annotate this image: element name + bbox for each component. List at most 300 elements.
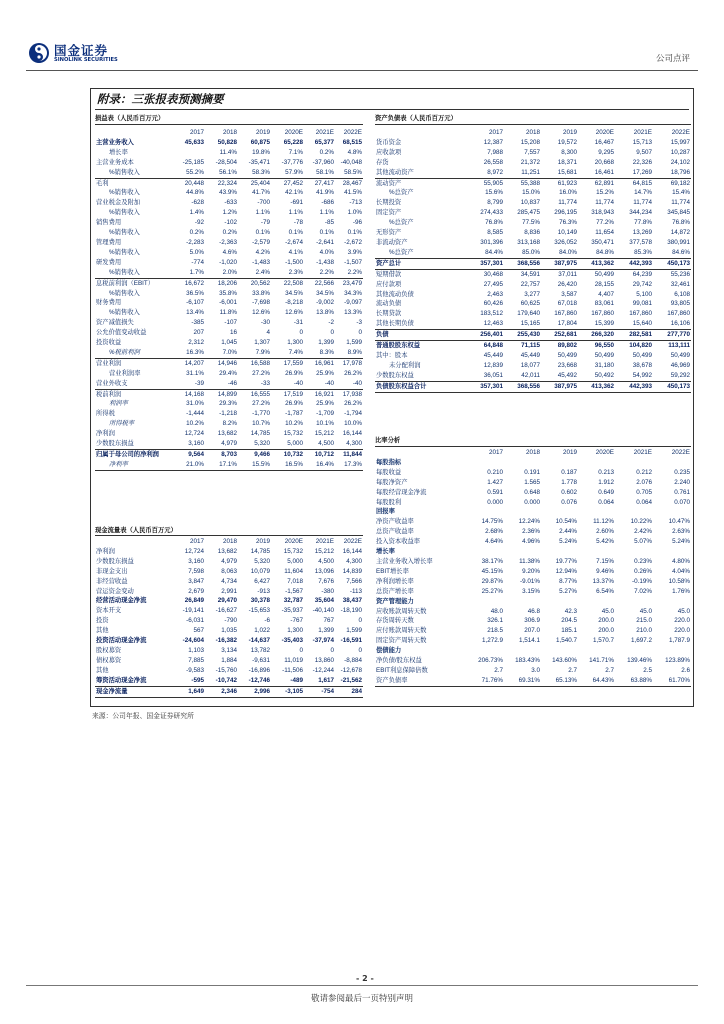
value-cell: 0.26% bbox=[634, 567, 652, 575]
value-cell: 1,514.1 bbox=[518, 637, 540, 645]
row-label: 固定资产周转天数 bbox=[376, 637, 427, 645]
value-cell: 7,988 bbox=[487, 148, 503, 156]
value-cell: 5.24% bbox=[559, 538, 577, 546]
value-cell: 206.73% bbox=[478, 657, 503, 665]
value-cell: 7,557 bbox=[524, 148, 540, 156]
value-cell: 15.2% bbox=[596, 189, 614, 197]
value-cell: 37,011 bbox=[558, 270, 577, 278]
value-cell: -2,674 bbox=[285, 238, 303, 246]
source-note: 来源：公司年报、国金证券研究所 bbox=[92, 712, 194, 720]
value-cell: 50,492 bbox=[594, 371, 614, 379]
value-cell: 4.96% bbox=[522, 538, 540, 546]
value-cell: 42,011 bbox=[521, 371, 540, 379]
table-row bbox=[95, 577, 363, 587]
table-row bbox=[375, 299, 691, 309]
value-cell: 64,239 bbox=[632, 270, 652, 278]
value-cell bbox=[578, 646, 615, 656]
value-cell: 11,019 bbox=[284, 656, 303, 664]
value-cell: 2,346 bbox=[205, 686, 238, 697]
value-cell: 16,588 bbox=[238, 358, 271, 368]
value-cell: -16,627 bbox=[215, 607, 237, 615]
value-cell: -40,140 bbox=[312, 607, 334, 615]
value-cell: 25.27% bbox=[481, 587, 503, 595]
value-cell: 69,182 bbox=[653, 178, 691, 188]
value-cell: 60,426 bbox=[483, 300, 503, 308]
value-cell: 11.38% bbox=[519, 557, 540, 565]
page-header bbox=[0, 0, 724, 74]
value-cell: 2,679 bbox=[188, 587, 204, 595]
value-cell: 9.20% bbox=[522, 567, 540, 575]
value-cell: 11.8% bbox=[219, 309, 237, 317]
value-cell: 65,377 bbox=[314, 138, 334, 146]
row-label: 其他 bbox=[96, 627, 109, 635]
income-title-line bbox=[95, 124, 363, 125]
value-cell: 83,061 bbox=[594, 300, 614, 308]
value-cell: 357,301 bbox=[467, 381, 504, 392]
row-label: 存货 bbox=[376, 158, 389, 166]
value-cell: 13,782 bbox=[250, 646, 270, 654]
value-cell: 33.8% bbox=[252, 289, 270, 297]
year-header-row bbox=[95, 537, 363, 547]
value-cell: 1.427 bbox=[487, 478, 503, 486]
year-header-cell: 2019 bbox=[255, 538, 270, 545]
value-cell: 7.9% bbox=[255, 348, 270, 356]
value-cell bbox=[578, 507, 615, 517]
value-cell: 45,492 bbox=[557, 371, 577, 379]
balance-title-line bbox=[375, 124, 691, 125]
value-cell: 13,096 bbox=[314, 567, 334, 575]
value-cell: 19.77% bbox=[555, 557, 577, 565]
value-cell: 8,836 bbox=[524, 229, 540, 237]
value-cell: 10.2% bbox=[186, 420, 204, 428]
value-cell: -85 bbox=[324, 219, 334, 227]
value-cell: 0.705 bbox=[636, 488, 652, 496]
value-cell: 15,732 bbox=[283, 547, 303, 555]
value-cell bbox=[504, 458, 541, 468]
value-cell: -33 bbox=[260, 379, 270, 387]
value-cell: 4.2% bbox=[255, 248, 270, 256]
value-cell: 10,287 bbox=[670, 148, 690, 156]
value-cell: 45.0 bbox=[639, 607, 652, 615]
value-cell: 1,035 bbox=[221, 627, 237, 635]
value-cell: 10.7% bbox=[252, 420, 270, 428]
value-cell: 64,848 bbox=[483, 342, 503, 350]
logo-english-name: SINOLINK SECURITIES bbox=[54, 57, 118, 63]
row-label: 投资活动现金净流 bbox=[96, 637, 147, 645]
value-cell: -16,591 bbox=[340, 637, 362, 645]
value-cell: 41.9% bbox=[316, 189, 334, 197]
value-cell: 11.4% bbox=[219, 148, 237, 156]
value-cell: -107 bbox=[224, 319, 237, 327]
table-row bbox=[375, 280, 691, 290]
value-cell: 77.2% bbox=[596, 219, 614, 227]
value-cell: 0.1% bbox=[288, 229, 303, 237]
value-cell: 1.912 bbox=[598, 478, 614, 486]
value-cell: 1,787.9 bbox=[668, 637, 690, 645]
value-cell: 58.5% bbox=[344, 168, 362, 176]
value-cell: -700 bbox=[257, 199, 270, 207]
value-cell: 0.649 bbox=[598, 488, 614, 496]
value-cell: -1,794 bbox=[344, 410, 362, 418]
value-cell: 63.88% bbox=[615, 676, 653, 686]
value-cell: -28,504 bbox=[215, 158, 237, 166]
table-row bbox=[375, 330, 691, 341]
value-cell: 25.9% bbox=[316, 400, 334, 408]
value-cell: 1.1% bbox=[255, 209, 270, 217]
value-cell: 413,362 bbox=[578, 381, 615, 392]
value-cell: 10.47% bbox=[668, 518, 690, 526]
value-cell: 16,106 bbox=[670, 320, 690, 328]
value-cell: -1,770 bbox=[252, 410, 270, 418]
value-cell: 16,921 bbox=[304, 389, 335, 399]
value-cell: 2.44% bbox=[559, 528, 577, 536]
value-cell: 13,682 bbox=[217, 547, 237, 555]
value-cell: 11,654 bbox=[595, 229, 614, 237]
value-cell: 0.210 bbox=[487, 468, 503, 476]
balance-sheet-table bbox=[375, 128, 691, 393]
value-cell: 167,860 bbox=[591, 310, 614, 318]
table-row bbox=[95, 268, 363, 278]
value-cell: 9,564 bbox=[175, 450, 205, 460]
table-row bbox=[375, 158, 691, 168]
value-cell: 15,212 bbox=[314, 430, 334, 438]
value-cell: 9.46% bbox=[596, 567, 614, 575]
value-cell: 218.5 bbox=[487, 627, 503, 635]
value-cell: 0 bbox=[358, 329, 362, 337]
value-cell: 11,774 bbox=[633, 199, 652, 207]
value-cell: 306.9 bbox=[524, 617, 540, 625]
value-cell: -767 bbox=[290, 617, 303, 625]
value-cell: 7,598 bbox=[188, 567, 204, 575]
row-label: %销售收入 bbox=[109, 309, 140, 317]
value-cell: 10.22% bbox=[630, 518, 652, 526]
value-cell: 29,742 bbox=[632, 280, 652, 288]
value-cell: -37,974 bbox=[312, 637, 334, 645]
value-cell: 26.9% bbox=[285, 369, 303, 377]
value-cell: 380,991 bbox=[667, 238, 690, 246]
value-cell bbox=[467, 646, 504, 656]
row-label: 少数股东损益 bbox=[96, 440, 134, 448]
value-cell: 450,173 bbox=[653, 381, 691, 392]
row-label: 长期贷款 bbox=[376, 310, 402, 318]
value-cell bbox=[653, 507, 691, 517]
year-header-cell: 2018 bbox=[222, 129, 237, 136]
value-cell: 179,640 bbox=[517, 310, 540, 318]
value-cell: 0 bbox=[330, 646, 334, 654]
row-label: 普通股股东权益 bbox=[376, 342, 421, 350]
row-label: 非流动资产 bbox=[376, 238, 408, 246]
ratio-analysis-table bbox=[375, 448, 691, 687]
value-cell: 0.064 bbox=[636, 498, 652, 506]
value-cell: 60,875 bbox=[250, 138, 270, 146]
table-row bbox=[95, 399, 363, 409]
value-cell: 442,393 bbox=[615, 258, 653, 269]
forecast-frame bbox=[90, 88, 694, 707]
value-cell: 2.7 bbox=[568, 666, 577, 674]
row-label: 总资产增长率 bbox=[376, 587, 414, 595]
value-cell: 15,732 bbox=[283, 430, 303, 438]
value-cell: 1,045 bbox=[221, 339, 237, 347]
value-cell: 18,371 bbox=[557, 158, 577, 166]
value-cell: 84.8% bbox=[596, 248, 614, 256]
value-cell: 0.591 bbox=[487, 488, 503, 496]
value-cell: 10,079 bbox=[250, 567, 270, 575]
row-label: 净利润 bbox=[96, 430, 115, 438]
footer-divider bbox=[26, 985, 698, 986]
value-cell: -37,776 bbox=[281, 158, 303, 166]
income-statement-title: 损益表（人民币百万元） bbox=[95, 115, 165, 122]
value-cell: 2.6 bbox=[681, 666, 690, 674]
year-header-cell: 2020E bbox=[595, 449, 614, 456]
value-cell: 16.3% bbox=[186, 348, 204, 356]
table-row bbox=[375, 468, 691, 478]
value-cell: 55,388 bbox=[504, 178, 541, 188]
table-row bbox=[95, 646, 363, 656]
value-cell bbox=[541, 507, 578, 517]
value-cell: 29.3% bbox=[219, 400, 237, 408]
value-cell: 7.0% bbox=[222, 348, 237, 356]
table-row bbox=[95, 258, 363, 268]
value-cell: 1.778 bbox=[561, 478, 577, 486]
value-cell: 4.0% bbox=[319, 248, 334, 256]
value-cell: 26,849 bbox=[184, 597, 204, 605]
value-cell: -1,787 bbox=[285, 410, 303, 418]
value-cell: 17,559 bbox=[271, 358, 304, 368]
value-cell: 77.8% bbox=[634, 219, 652, 227]
row-label: 应收账款周转天数 bbox=[376, 607, 427, 615]
value-cell: 35.8% bbox=[219, 289, 237, 297]
value-cell: 0.000 bbox=[487, 498, 503, 506]
value-cell: 69.31% bbox=[504, 676, 541, 686]
value-cell: -1,483 bbox=[252, 258, 270, 266]
value-cell: -14,637 bbox=[248, 637, 270, 645]
table-row bbox=[95, 138, 363, 148]
value-cell: 35,604 bbox=[314, 597, 334, 605]
value-cell: 2.240 bbox=[674, 478, 690, 486]
value-cell: 167,860 bbox=[629, 310, 652, 318]
value-cell: 55,236 bbox=[670, 270, 690, 278]
value-cell: 2.7 bbox=[494, 666, 503, 674]
value-cell: 5.42% bbox=[596, 538, 614, 546]
table-row bbox=[95, 409, 363, 419]
value-cell: -40 bbox=[324, 379, 334, 387]
value-cell: 4,300 bbox=[346, 440, 362, 448]
value-cell: 252,681 bbox=[541, 330, 578, 341]
value-cell: 2.42% bbox=[634, 528, 652, 536]
value-cell: 5.07% bbox=[634, 538, 652, 546]
value-cell bbox=[653, 597, 691, 607]
row-label: 主营业务收入增长率 bbox=[376, 557, 433, 565]
value-cell: 0.235 bbox=[674, 468, 690, 476]
year-header-cell: 2019 bbox=[255, 129, 270, 136]
table-row bbox=[375, 381, 691, 392]
row-label: 长期投资 bbox=[376, 199, 402, 207]
value-cell: 15,208 bbox=[520, 138, 540, 146]
value-cell: 16.4% bbox=[304, 460, 335, 470]
appendix-title: 附录：三张报表预测摘要 bbox=[97, 92, 224, 106]
value-cell: 54,992 bbox=[632, 371, 652, 379]
value-cell: 6,427 bbox=[254, 577, 270, 585]
value-cell: 14,946 bbox=[205, 358, 238, 368]
value-cell: 14,785 bbox=[250, 547, 270, 555]
value-cell: -21,562 bbox=[340, 676, 362, 684]
value-cell: 14,872 bbox=[670, 229, 690, 237]
table-row bbox=[95, 389, 363, 399]
value-cell: 14,785 bbox=[250, 430, 270, 438]
header-blank-cell bbox=[375, 128, 467, 138]
table-row bbox=[95, 379, 363, 389]
year-header-cell: 2017 bbox=[488, 449, 503, 456]
value-cell bbox=[578, 597, 615, 607]
row-label: %销售收入 bbox=[109, 268, 140, 276]
row-label: 货币资金 bbox=[376, 138, 402, 146]
value-cell: 274,433 bbox=[480, 209, 503, 217]
value-cell: 43.9% bbox=[219, 189, 237, 197]
ratio-title-line bbox=[375, 446, 691, 447]
value-cell: -713 bbox=[349, 199, 362, 207]
value-cell: 15.0% bbox=[522, 189, 540, 197]
row-label: 未分配利润 bbox=[389, 361, 421, 369]
row-label: 营业外收支 bbox=[96, 379, 128, 387]
value-cell: 0.064 bbox=[598, 498, 614, 506]
value-cell: -35,471 bbox=[248, 158, 270, 166]
row-label: EBIT利息保障倍数 bbox=[376, 666, 428, 674]
value-cell: 2.2% bbox=[319, 268, 334, 276]
value-cell: 10,149 bbox=[557, 229, 577, 237]
value-cell: 26.2% bbox=[344, 400, 362, 408]
table-row bbox=[375, 290, 691, 300]
value-cell: 14.7% bbox=[634, 189, 652, 197]
value-cell: 59,292 bbox=[670, 371, 690, 379]
table-row bbox=[95, 328, 363, 338]
value-cell: 2.3% bbox=[288, 268, 303, 276]
value-cell: 11,251 bbox=[521, 168, 540, 176]
value-cell: 13,269 bbox=[632, 229, 652, 237]
value-cell: 14,899 bbox=[205, 389, 238, 399]
table-row bbox=[375, 258, 691, 269]
table-row bbox=[375, 547, 691, 557]
value-cell bbox=[578, 547, 615, 557]
value-cell: -754 bbox=[304, 686, 335, 697]
value-cell: 57.9% bbox=[285, 168, 303, 176]
value-cell: 5.0% bbox=[189, 248, 204, 256]
value-cell: 99,081 bbox=[632, 300, 652, 308]
value-cell: 0.1% bbox=[255, 229, 270, 237]
table-row bbox=[95, 248, 363, 258]
row-label: 应收款项 bbox=[376, 148, 402, 156]
value-cell: 71.76% bbox=[467, 676, 504, 686]
value-cell: 256,401 bbox=[467, 330, 504, 341]
value-cell: 25.9% bbox=[316, 369, 334, 377]
year-header-row bbox=[375, 448, 691, 458]
row-label: 总资产收益率 bbox=[376, 528, 414, 536]
value-cell: 3,847 bbox=[188, 577, 204, 585]
value-cell: 10,732 bbox=[271, 450, 304, 460]
value-cell: 11,774 bbox=[558, 199, 577, 207]
value-cell: 48.0 bbox=[490, 607, 503, 615]
value-cell: 1,599 bbox=[346, 339, 362, 347]
value-cell: -8,884 bbox=[344, 656, 362, 664]
value-cell: 44.8% bbox=[186, 189, 204, 197]
value-cell: -6,001 bbox=[219, 299, 237, 307]
value-cell: 1.0% bbox=[347, 209, 362, 217]
value-cell: 32,461 bbox=[670, 280, 690, 288]
value-cell: -1,507 bbox=[344, 258, 362, 266]
table-row bbox=[375, 309, 691, 319]
value-cell: 16 bbox=[229, 329, 237, 337]
row-label: 其中：股本 bbox=[376, 351, 408, 359]
table-row bbox=[95, 547, 363, 557]
value-cell: 17,269 bbox=[632, 168, 652, 176]
value-cell: 282,581 bbox=[615, 330, 653, 341]
value-cell: 8.3% bbox=[319, 348, 334, 356]
row-label: 净负债/股东权益 bbox=[376, 657, 422, 665]
value-cell: 4.80% bbox=[672, 557, 690, 565]
value-cell: 0.1% bbox=[319, 229, 334, 237]
row-label: 流动负债 bbox=[376, 300, 402, 308]
value-cell: -96 bbox=[352, 219, 362, 227]
value-cell: 167,860 bbox=[554, 310, 577, 318]
value-cell: 50,499 bbox=[557, 351, 577, 359]
value-cell: -19,141 bbox=[182, 607, 204, 615]
value-cell: 387,975 bbox=[541, 381, 578, 392]
value-cell: 10.1% bbox=[316, 420, 334, 428]
value-cell: 27,452 bbox=[271, 178, 304, 188]
row-label: 筹资活动现金净流 bbox=[96, 676, 147, 684]
value-cell: 5,000 bbox=[287, 440, 303, 448]
table-row bbox=[95, 429, 363, 439]
value-cell: 11.12% bbox=[593, 518, 614, 526]
value-cell: 0.761 bbox=[674, 488, 690, 496]
value-cell: 17.3% bbox=[335, 460, 363, 470]
row-label: 每股收益 bbox=[376, 468, 402, 476]
value-cell: 8,300 bbox=[561, 148, 577, 156]
value-cell: 41.5% bbox=[344, 189, 362, 197]
value-cell: 12,463 bbox=[483, 320, 503, 328]
value-cell: -11,506 bbox=[282, 666, 303, 674]
value-cell: 62,891 bbox=[578, 178, 615, 188]
value-cell: 15,165 bbox=[520, 320, 540, 328]
value-cell: 84.6% bbox=[672, 248, 690, 256]
value-cell: 25,404 bbox=[238, 178, 271, 188]
year-header-cell: 2018 bbox=[525, 129, 540, 136]
table-row bbox=[95, 419, 363, 429]
value-cell: 5,320 bbox=[254, 440, 270, 448]
value-cell: -3 bbox=[356, 319, 362, 327]
value-cell: 5,000 bbox=[287, 557, 303, 565]
value-cell: 61,923 bbox=[541, 178, 578, 188]
row-label: 资产负债率 bbox=[375, 676, 467, 686]
value-cell: -10,742 bbox=[215, 676, 237, 684]
table-row bbox=[375, 218, 691, 228]
value-cell: 7.15% bbox=[596, 557, 614, 565]
page-number: - 2 - bbox=[356, 974, 374, 983]
value-cell: 1,399 bbox=[318, 627, 334, 635]
value-cell: 41.7% bbox=[252, 189, 270, 197]
value-cell: 11,774 bbox=[595, 199, 614, 207]
row-label: 存货周转天数 bbox=[376, 617, 414, 625]
year-header-cell: 2020E bbox=[284, 129, 303, 136]
cashflow-statement-table bbox=[95, 537, 363, 698]
value-cell: 1,599 bbox=[346, 627, 362, 635]
value-cell: 30,378 bbox=[250, 597, 270, 605]
value-cell: 207 bbox=[193, 329, 204, 337]
value-cell: 32,787 bbox=[283, 597, 303, 605]
value-cell: 104,820 bbox=[629, 342, 652, 350]
value-cell: 9,507 bbox=[636, 148, 652, 156]
table-row bbox=[95, 188, 363, 198]
value-cell: 4,979 bbox=[221, 440, 237, 448]
